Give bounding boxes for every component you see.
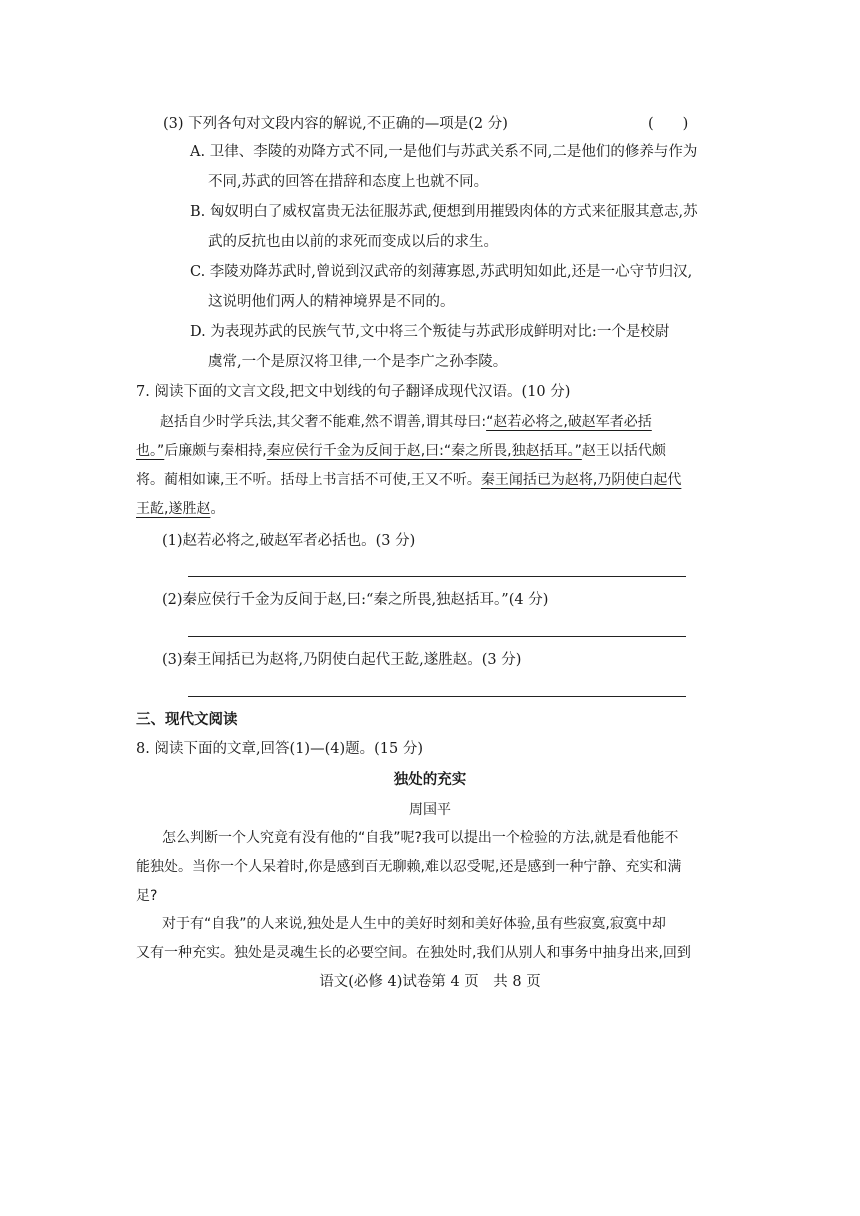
article-title: 独处的充实 [393, 771, 467, 788]
option-b-line1: B. 匈奴明白了威权富贵无法征服苏武,便想到用摧毁肉体的方式来征服其意志,苏 [190, 204, 698, 220]
article-paragraph-line: 能独处。当你一个人呆着时,你是感到百无聊赖,难以忍受呢,还是感到一种宁静、充实和满 [136, 859, 682, 875]
sub-question-2: (2)秦应侯行千金为反间于赵,曰:“秦之所畏,独赵括耳。”(4 分) [162, 592, 549, 608]
underlined-sentence-3: 秦王闻括已为赵将,乃阴使白起代 [480, 472, 682, 488]
sub-question-1: (1)赵若必将之,破赵军者必括也。(3 分) [162, 533, 416, 549]
underlined-sentence-1-end: 也。” [136, 443, 165, 459]
underlined-sentence-3-end: 王龁,遂胜赵 [136, 501, 211, 517]
passage-text: 将。蔺相如谏,王不听。括母上书言括不可使,王又不听。 [136, 472, 481, 488]
option-d-line2: 虞常,一个是原汉将卫律,一个是李广之孙李陵。 [208, 354, 508, 370]
option-c-line1: C. 李陵劝降苏武时,曾说到汉武帝的刻薄寡恩,苏武明知如此,还是一心守节归汉, [190, 264, 693, 280]
passage-text: 赵括自少时学兵法,其父奢不能难,然不谓善,谓其母曰: [160, 414, 487, 430]
option-c-line2: 这说明他们两人的精神境界是不同的。 [208, 294, 455, 310]
passage-line-1 [160, 412, 652, 432]
passage-text: 。 [210, 501, 225, 517]
answer-line-3[interactable] [188, 696, 686, 697]
article-paragraph-line: 又有一种充实。独处是灵魂生长的必要空间。在独处时,我们从别人和事务中抽身出来,回到 [136, 945, 691, 961]
answer-line-1[interactable] [188, 576, 686, 577]
passage-line-2 [136, 441, 666, 461]
answer-parentheses: ( ) [648, 116, 689, 132]
question-7-stem: 7. 阅读下面的文言文段,把文中划线的句子翻译成现代汉语。(10 分) [136, 384, 571, 400]
option-d-line1: D. 为表现苏武的民族气节,文中将三个叛徒与苏武形成鲜明对比:一个是校尉 [190, 324, 670, 340]
section-3-heading: 三、现代文阅读 [136, 711, 238, 728]
article-paragraph-line: 怎么判断一个人究竟有没有他的“自我”呢?我可以提出一个检验的方法,就是看他能不 [162, 830, 679, 846]
page-footer: 语文(必修 4)试卷第 4 页 共 8 页 [319, 974, 541, 990]
article-author: 周国平 [409, 802, 451, 818]
option-b-line2: 武的反抗也由以前的求死而变成以后的求生。 [208, 234, 498, 250]
option-a-line1: A. 卫律、李陵的劝降方式不同,一是他们与苏武关系不同,二是他们的修养与作为 [190, 144, 698, 160]
underlined-sentence-2: 秦应侯行千金为反间于赵,曰:“秦之所畏,独赵括耳。” [266, 443, 582, 459]
question-3-stem: (3) 下列各句对文段内容的解说,不正确的—项是(2 分) [163, 116, 508, 132]
article-paragraph-line: 足? [136, 888, 158, 904]
passage-text: 后廉颇与秦相持, [164, 443, 267, 459]
article-paragraph-line: 对于有“自我”的人来说,独处是人生中的美好时刻和美好体验,虽有些寂寞,寂寞中却 [162, 916, 666, 932]
answer-line-2[interactable] [188, 636, 686, 637]
passage-text: 赵王以括代颇 [581, 443, 666, 459]
passage-line-3 [136, 470, 681, 490]
passage-line-4 [136, 499, 224, 519]
option-a-line2: 不同,苏武的回答在措辞和态度上也就不同。 [208, 174, 489, 190]
sub-question-3: (3)秦王闻括已为赵将,乃阴使白起代王龁,遂胜赵。(3 分) [162, 652, 522, 668]
question-8-stem: 8. 阅读下面的文章,回答(1)—(4)题。(15 分) [136, 741, 424, 757]
underlined-sentence-1: “赵若必将之,破赵军者必括 [486, 414, 652, 430]
